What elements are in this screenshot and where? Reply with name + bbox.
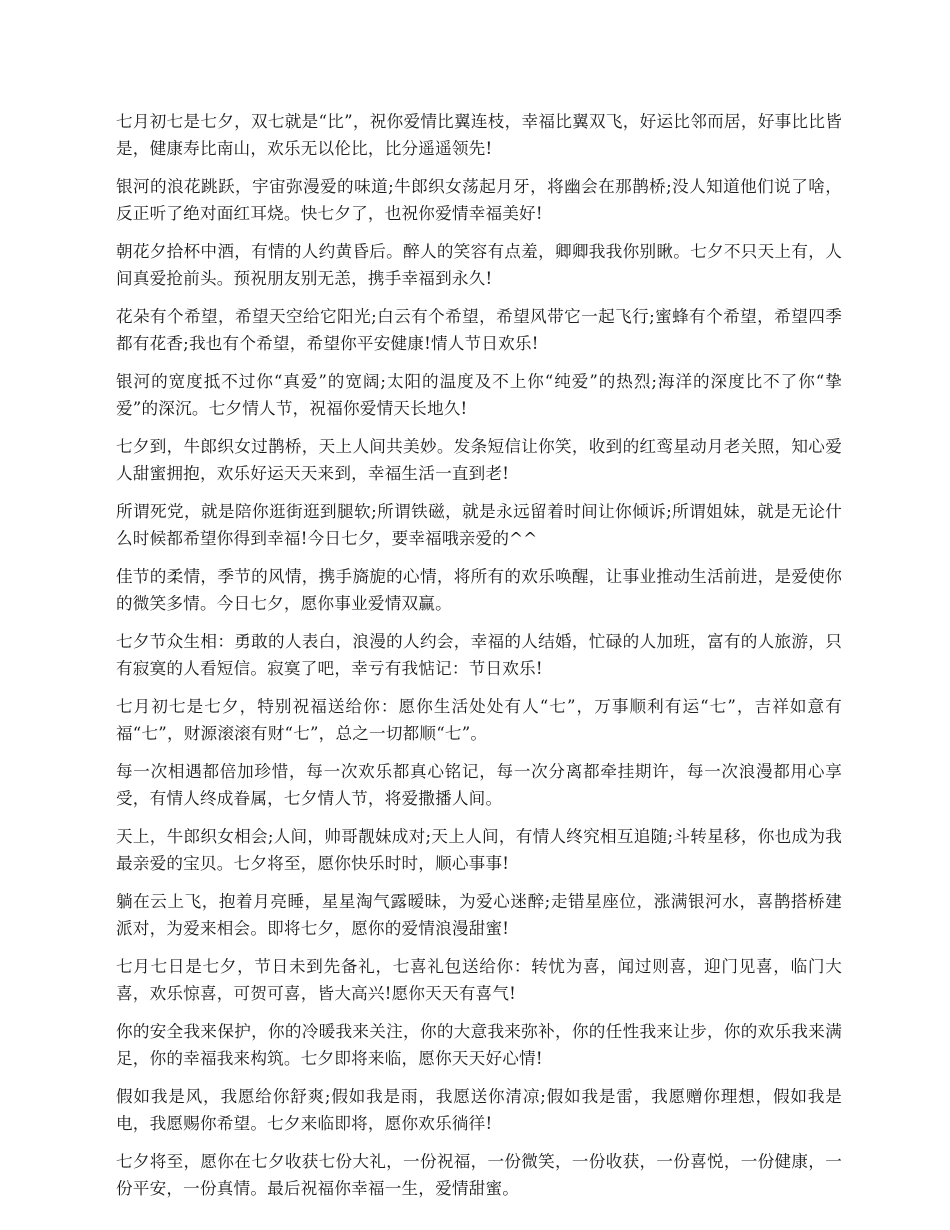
paragraph: 假如我是风，我愿给你舒爽;假如我是雨，我愿送你清凉;假如我是雷，我愿赠你理想，假如我是电，我愿赐你希望。七夕来临即将，愿你欢乐徜徉! <box>116 1087 842 1133</box>
paragraph: 天上，牛郎织女相会;人间，帅哥靓妹成对;天上人间，有情人终究相互追随;斗转星移，你也成为我最亲爱的宝贝。七夕将至，愿你快乐时时，顺心事事! <box>116 827 842 873</box>
paragraph: 朝花夕拾杯中酒，有情的人约黄昏后。醉人的笑容有点羞，卿卿我我你别瞅。七夕不只天上有，人间真爱抢前头。预祝朋友别无恙，携手幸福到永久! <box>116 242 842 288</box>
paragraph: 银河的宽度抵不过你“真爱”的宽阔;太阳的温度及不上你“纯爱”的热烈;海洋的深度比不了你“挚爱”的深沉。七夕情人节，祝福你爱情天长地久! <box>116 372 842 418</box>
paragraph: 躺在云上飞，抱着月亮睡，星星淘气露暧昧，为爱心迷醉;走错星座位，涨满银河水，喜鹊搭桥建派对，为爱来相会。即将七夕，愿你的爱情浪漫甜蜜! <box>116 892 842 938</box>
paragraph: 七夕到，牛郎织女过鹊桥，天上人间共美妙。发条短信让你笑，收到的红鸾星动月老关照，知心爱人甜蜜拥抱，欢乐好运天天来到，幸福生活一直到老! <box>116 437 842 483</box>
paragraph: 七月初七是七夕，特别祝福送给你：愿你生活处处有人“七”，万事顺利有运“七”，吉祥如意有福“七”，财源滚滚有财“七”，总之一切都顺“七”。 <box>116 697 842 743</box>
document-body <box>116 108 842 1213</box>
paragraph: 七月七日是七夕，节日未到先备礼，七喜礼包送给你：转忧为喜，闻过则喜，迎门见喜，临门大喜，欢乐惊喜，可贺可喜，皆大高兴!愿你天天有喜气! <box>116 957 842 1003</box>
paragraph: 七夕节众生相：勇敢的人表白，浪漫的人约会，幸福的人结婚，忙碌的人加班，富有的人旅游，只有寂寞的人看短信。寂寞了吧，幸亏有我惦记：节日欢乐! <box>116 632 842 678</box>
paragraph: 银河的浪花跳跃，宇宙弥漫爱的味道;牛郎织女荡起月牙，将幽会在那鹊桥;没人知道他们说了啥，反正听了绝对面红耳烧。快七夕了，也祝你爱情幸福美好! <box>116 177 842 223</box>
paragraph: 七夕将至，愿你在七夕收获七份大礼，一份祝福，一份微笑，一份收获，一份喜悦，一份健康，一份平安，一份真情。最后祝福你幸福一生，爱情甜蜜。 <box>116 1152 842 1198</box>
paragraph: 七月初七是七夕，双七就是“比”，祝你爱情比翼连枝，幸福比翼双飞，好运比邻而居，好事比比皆是，健康寿比南山，欢乐无以伦比，比分遥遥领先! <box>116 112 842 158</box>
paragraph: 花朵有个希望，希望天空给它阳光;白云有个希望，希望风带它一起飞行;蜜蜂有个希望，希望四季都有花香;我也有个希望，希望你平安健康!情人节日欢乐! <box>116 307 842 353</box>
paragraph: 所谓死党，就是陪你逛街逛到腿软;所谓铁磁，就是永远留着时间让你倾诉;所谓姐妹，就是无论什么时候都希望你得到幸福!今日七夕，要幸福哦亲爱的^^ <box>116 502 842 548</box>
paragraph: 佳节的柔情，季节的风情，携手旖旎的心情，将所有的欢乐唤醒，让事业推动生活前进，是爱使你的微笑多情。今日七夕，愿你事业爱情双赢。 <box>116 567 842 613</box>
paragraph: 每一次相遇都倍加珍惜，每一次欢乐都真心铭记，每一次分离都牵挂期许，每一次浪漫都用心享受，有情人终成眷属，七夕情人节，将爱撒播人间。 <box>116 762 842 808</box>
paragraph: 你的安全我来保护，你的冷暖我来关注，你的大意我来弥补，你的任性我来让步，你的欢乐我来满足，你的幸福我来构筑。七夕即将来临，愿你天天好心情! <box>116 1022 842 1068</box>
